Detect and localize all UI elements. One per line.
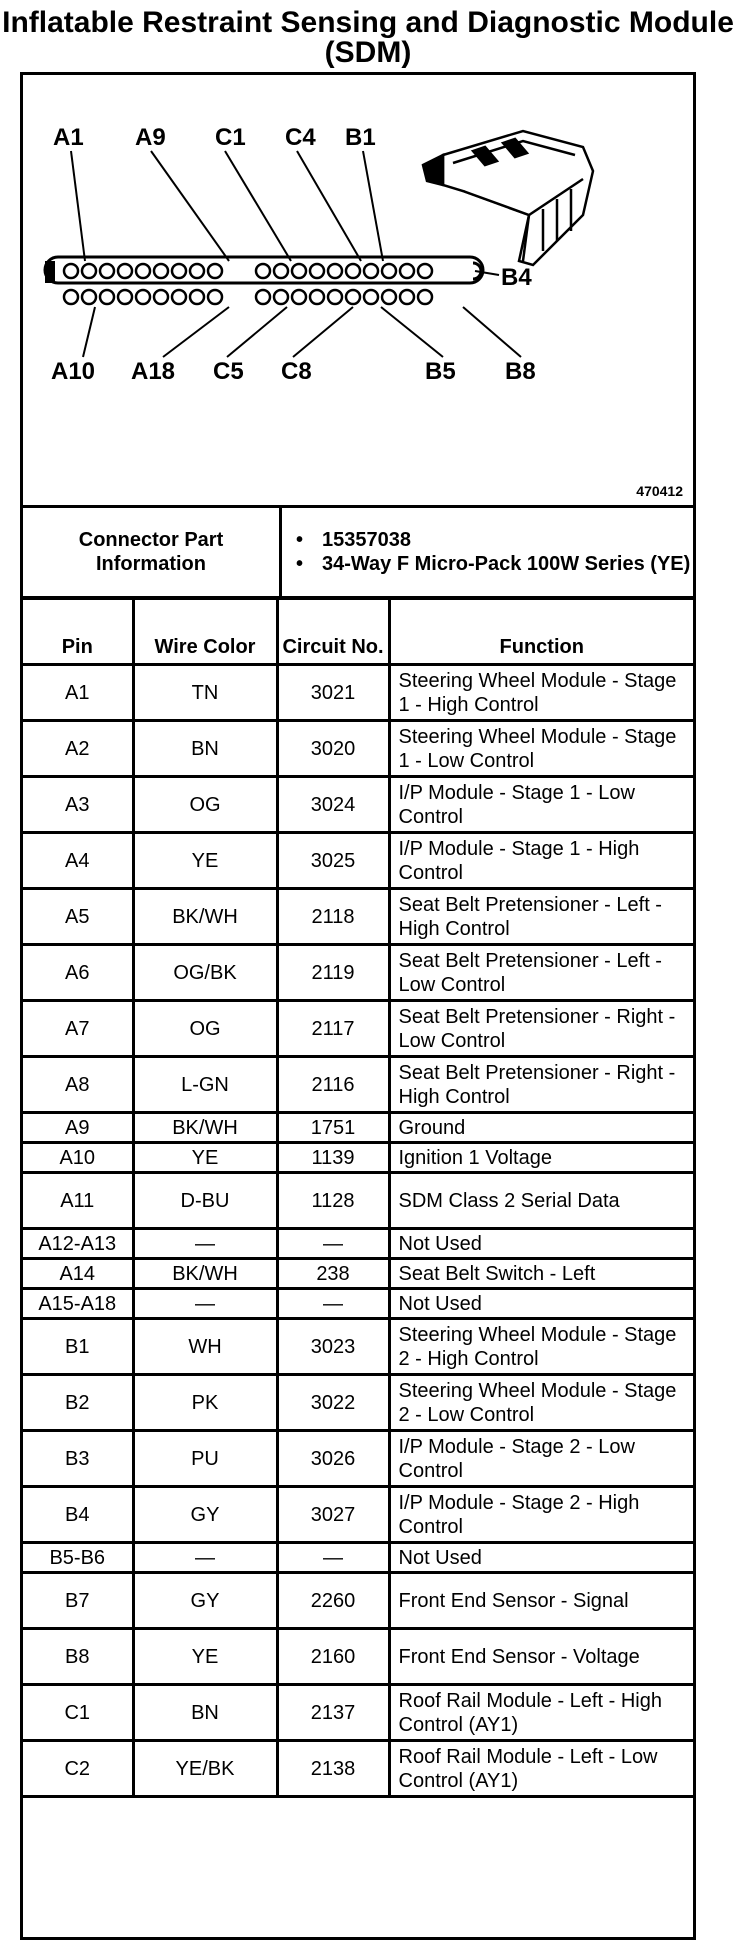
pin-cavity: [274, 264, 288, 278]
pin-cavity: [208, 264, 222, 278]
header-function: Function: [389, 599, 693, 665]
pin-cell: A10: [23, 1143, 133, 1173]
function-cell: I/P Module - Stage 2 - High Control: [389, 1487, 693, 1543]
header-wire-color: Wire Color: [133, 599, 277, 665]
pin-cavity: [64, 290, 78, 304]
pin-cavity: [154, 264, 168, 278]
page-title: Inflatable Restraint Sensing and Diagnostic Module (SDM): [2, 6, 734, 69]
circuit-cell: 3025: [277, 833, 389, 889]
pin-cavity: [346, 290, 360, 304]
wire-color-cell: GY: [133, 1573, 277, 1629]
function-cell: I/P Module - Stage 1 - High Control: [389, 833, 693, 889]
pin-cell: C2: [23, 1741, 133, 1797]
circuit-cell: 2160: [277, 1629, 389, 1685]
pin-cell: A14: [23, 1259, 133, 1289]
circuit-cell: 1128: [277, 1173, 389, 1229]
circuit-cell: 3023: [277, 1319, 389, 1375]
pin-cavity: [118, 264, 132, 278]
table-row: [23, 1319, 693, 1375]
circuit-cell: 2137: [277, 1685, 389, 1741]
wire-color-cell: BK/WH: [133, 1113, 277, 1143]
wire-color-cell: YE: [133, 1143, 277, 1173]
pin-cavity: [136, 264, 150, 278]
connector-info-label: Connector Part Information: [23, 507, 281, 598]
wire-color-cell: GY: [133, 1487, 277, 1543]
header-circuit: Circuit No.: [277, 599, 389, 665]
pin-cavity: [154, 290, 168, 304]
table-row: [23, 833, 693, 889]
circuit-cell: 3021: [277, 665, 389, 721]
circuit-cell: —: [277, 1543, 389, 1573]
pin-cavity: [172, 264, 186, 278]
pin-cavity: [346, 264, 360, 278]
circuit-cell: 238: [277, 1259, 389, 1289]
wire-color-cell: —: [133, 1289, 277, 1319]
pin-cavity: [364, 290, 378, 304]
wire-color-cell: WH: [133, 1319, 277, 1375]
table-row: [23, 1431, 693, 1487]
pin-cavity: [64, 264, 78, 278]
wire-color-cell: OG: [133, 1001, 277, 1057]
function-cell: Seat Belt Pretensioner - Right - High Control: [389, 1057, 693, 1113]
pin-cavity: [100, 290, 114, 304]
function-cell: Roof Rail Module - Left - Low Control (AY1): [389, 1741, 693, 1797]
wire-color-cell: BN: [133, 1685, 277, 1741]
wire-color-cell: YE: [133, 1629, 277, 1685]
function-cell: Seat Belt Pretensioner - Left - High Control: [389, 889, 693, 945]
pin-cavity: [190, 264, 204, 278]
wire-color-cell: OG/BK: [133, 945, 277, 1001]
table-row: [23, 1685, 693, 1741]
pin-cavity: [292, 290, 306, 304]
connector-info-table: [23, 505, 693, 599]
table-row: [23, 1629, 693, 1685]
function-cell: Steering Wheel Module - Stage 2 - Low Control: [389, 1375, 693, 1431]
pinout-header-row: [23, 599, 693, 665]
wire-color-cell: BN: [133, 721, 277, 777]
table-row: [23, 945, 693, 1001]
pin-cavity: [382, 290, 396, 304]
table-row: [23, 777, 693, 833]
circuit-cell: 2138: [277, 1741, 389, 1797]
wire-color-cell: TN: [133, 665, 277, 721]
pin-cavity: [136, 290, 150, 304]
callout-top-0: A1: [53, 124, 84, 151]
circuit-cell: 3027: [277, 1487, 389, 1543]
pin-cell: A9: [23, 1113, 133, 1143]
table-row: [23, 1173, 693, 1229]
table-row: [23, 665, 693, 721]
pin-cell: B2: [23, 1375, 133, 1431]
function-cell: Steering Wheel Module - Stage 1 - High Control: [389, 665, 693, 721]
circuit-cell: 2260: [277, 1573, 389, 1629]
pin-cavity: [364, 264, 378, 278]
pin-cell: A6: [23, 945, 133, 1001]
circuit-cell: —: [277, 1289, 389, 1319]
pin-cell: A3: [23, 777, 133, 833]
function-cell: Seat Belt Pretensioner - Right - Low Control: [389, 1001, 693, 1057]
pin-cavity: [118, 290, 132, 304]
function-cell: I/P Module - Stage 2 - Low Control: [389, 1431, 693, 1487]
pin-cell: A5: [23, 889, 133, 945]
pin-cavity: [274, 290, 288, 304]
pin-cell: A8: [23, 1057, 133, 1113]
function-cell: Seat Belt Switch - Left: [389, 1259, 693, 1289]
circuit-cell: 2118: [277, 889, 389, 945]
table-row: [23, 1113, 693, 1143]
wire-color-cell: OG: [133, 777, 277, 833]
connector-latch-left: [45, 261, 55, 283]
pin-cavity: [82, 290, 96, 304]
pin-cell: B4: [23, 1487, 133, 1543]
table-row: [23, 1229, 693, 1259]
pin-cell: B1: [23, 1319, 133, 1375]
connector-diagram: [23, 75, 693, 505]
wire-color-cell: PK: [133, 1375, 277, 1431]
pin-cell: B8: [23, 1629, 133, 1685]
header-pin: Pin: [23, 599, 133, 665]
function-cell: Not Used: [389, 1289, 693, 1319]
function-cell: Ignition 1 Voltage: [389, 1143, 693, 1173]
pin-cell: C1: [23, 1685, 133, 1741]
pin-cavity: [292, 264, 306, 278]
table-row: [23, 721, 693, 777]
pin-cavity: [190, 290, 204, 304]
table-row: [23, 1741, 693, 1797]
callout-bottom-2: C5: [213, 358, 244, 385]
callout-right: B4: [501, 264, 532, 291]
pin-cavity: [208, 290, 222, 304]
wire-color-cell: YE: [133, 833, 277, 889]
wire-color-cell: PU: [133, 1431, 277, 1487]
figure-number: 470412: [636, 483, 683, 499]
table-row: [23, 1143, 693, 1173]
circuit-cell: 3024: [277, 777, 389, 833]
pin-cell: A1: [23, 665, 133, 721]
connector-info-items: [281, 507, 694, 598]
pinout-table: [23, 597, 693, 1798]
pin-cavity: [382, 264, 396, 278]
circuit-cell: 1751: [277, 1113, 389, 1143]
circuit-cell: 3026: [277, 1431, 389, 1487]
function-cell: Roof Rail Module - Left - High Control (AY1): [389, 1685, 693, 1741]
connector-3d-sketch: [423, 131, 593, 265]
function-cell: I/P Module - Stage 1 - Low Control: [389, 777, 693, 833]
function-cell: Seat Belt Pretensioner - Left - Low Control: [389, 945, 693, 1001]
pin-cavity: [256, 290, 270, 304]
callout-top-2: C1: [215, 124, 246, 151]
wire-color-cell: —: [133, 1543, 277, 1573]
function-cell: Not Used: [389, 1229, 693, 1259]
table-row: [23, 1259, 693, 1289]
table-row: [23, 1543, 693, 1573]
callout-top-1: A9: [135, 124, 166, 151]
pin-cavity: [418, 290, 432, 304]
table-row: [23, 1375, 693, 1431]
function-cell: Ground: [389, 1113, 693, 1143]
connector-part-number: • 15357038: [322, 528, 692, 552]
pin-cavity: [310, 264, 324, 278]
function-cell: Not Used: [389, 1543, 693, 1573]
pin-cell: A11: [23, 1173, 133, 1229]
wire-color-cell: —: [133, 1229, 277, 1259]
circuit-cell: 3020: [277, 721, 389, 777]
circuit-cell: —: [277, 1229, 389, 1259]
circuit-cell: 2117: [277, 1001, 389, 1057]
function-cell: Front End Sensor - Voltage: [389, 1629, 693, 1685]
function-cell: SDM Class 2 Serial Data: [389, 1173, 693, 1229]
pin-cavity: [400, 264, 414, 278]
pin-cavity: [100, 264, 114, 278]
table-row: [23, 1289, 693, 1319]
wire-color-cell: YE/BK: [133, 1741, 277, 1797]
function-cell: Front End Sensor - Signal: [389, 1573, 693, 1629]
pin-cell: A12-A13: [23, 1229, 133, 1259]
circuit-cell: 2116: [277, 1057, 389, 1113]
table-row: [23, 889, 693, 945]
connector-description: • 34-Way F Micro-Pack 100W Series (YE): [322, 552, 692, 576]
table-row: [23, 1057, 693, 1113]
pin-cavity: [418, 264, 432, 278]
pin-cell: A15-A18: [23, 1289, 133, 1319]
callout-bottom-1: A18: [131, 358, 176, 385]
pin-cell: A7: [23, 1001, 133, 1057]
callout-top-4: B1: [345, 124, 376, 151]
pin-cavity: [256, 264, 270, 278]
callout-bottom-3: C8: [281, 358, 312, 385]
function-cell: Steering Wheel Module - Stage 2 - High Control: [389, 1319, 693, 1375]
pin-cell: A4: [23, 833, 133, 889]
pin-cavity: [172, 290, 186, 304]
callout-bottom-0: A10: [51, 358, 96, 385]
callout-top-3: C4: [285, 124, 316, 151]
pin-cavity: [310, 290, 324, 304]
table-row: [23, 1487, 693, 1543]
circuit-cell: 3022: [277, 1375, 389, 1431]
wire-color-cell: BK/WH: [133, 1259, 277, 1289]
circuit-cell: 2119: [277, 945, 389, 1001]
table-row: [23, 1001, 693, 1057]
connector-face-drawing: [23, 75, 693, 505]
wire-color-cell: D-BU: [133, 1173, 277, 1229]
pin-cavity: [400, 290, 414, 304]
pin-cavity: [328, 290, 342, 304]
table-row: [23, 1573, 693, 1629]
function-cell: Steering Wheel Module - Stage 1 - Low Control: [389, 721, 693, 777]
pin-cell: B7: [23, 1573, 133, 1629]
circuit-cell: 1139: [277, 1143, 389, 1173]
wire-color-cell: BK/WH: [133, 889, 277, 945]
wire-color-cell: L-GN: [133, 1057, 277, 1113]
pin-cell: B5-B6: [23, 1543, 133, 1573]
callout-bottom-4: B5: [425, 358, 456, 385]
pin-cell: B3: [23, 1431, 133, 1487]
pin-cavity: [328, 264, 342, 278]
connector-sheet: [20, 72, 696, 1940]
pin-cavity: [82, 264, 96, 278]
pin-cell: A2: [23, 721, 133, 777]
callout-bottom-5: B8: [505, 358, 536, 385]
